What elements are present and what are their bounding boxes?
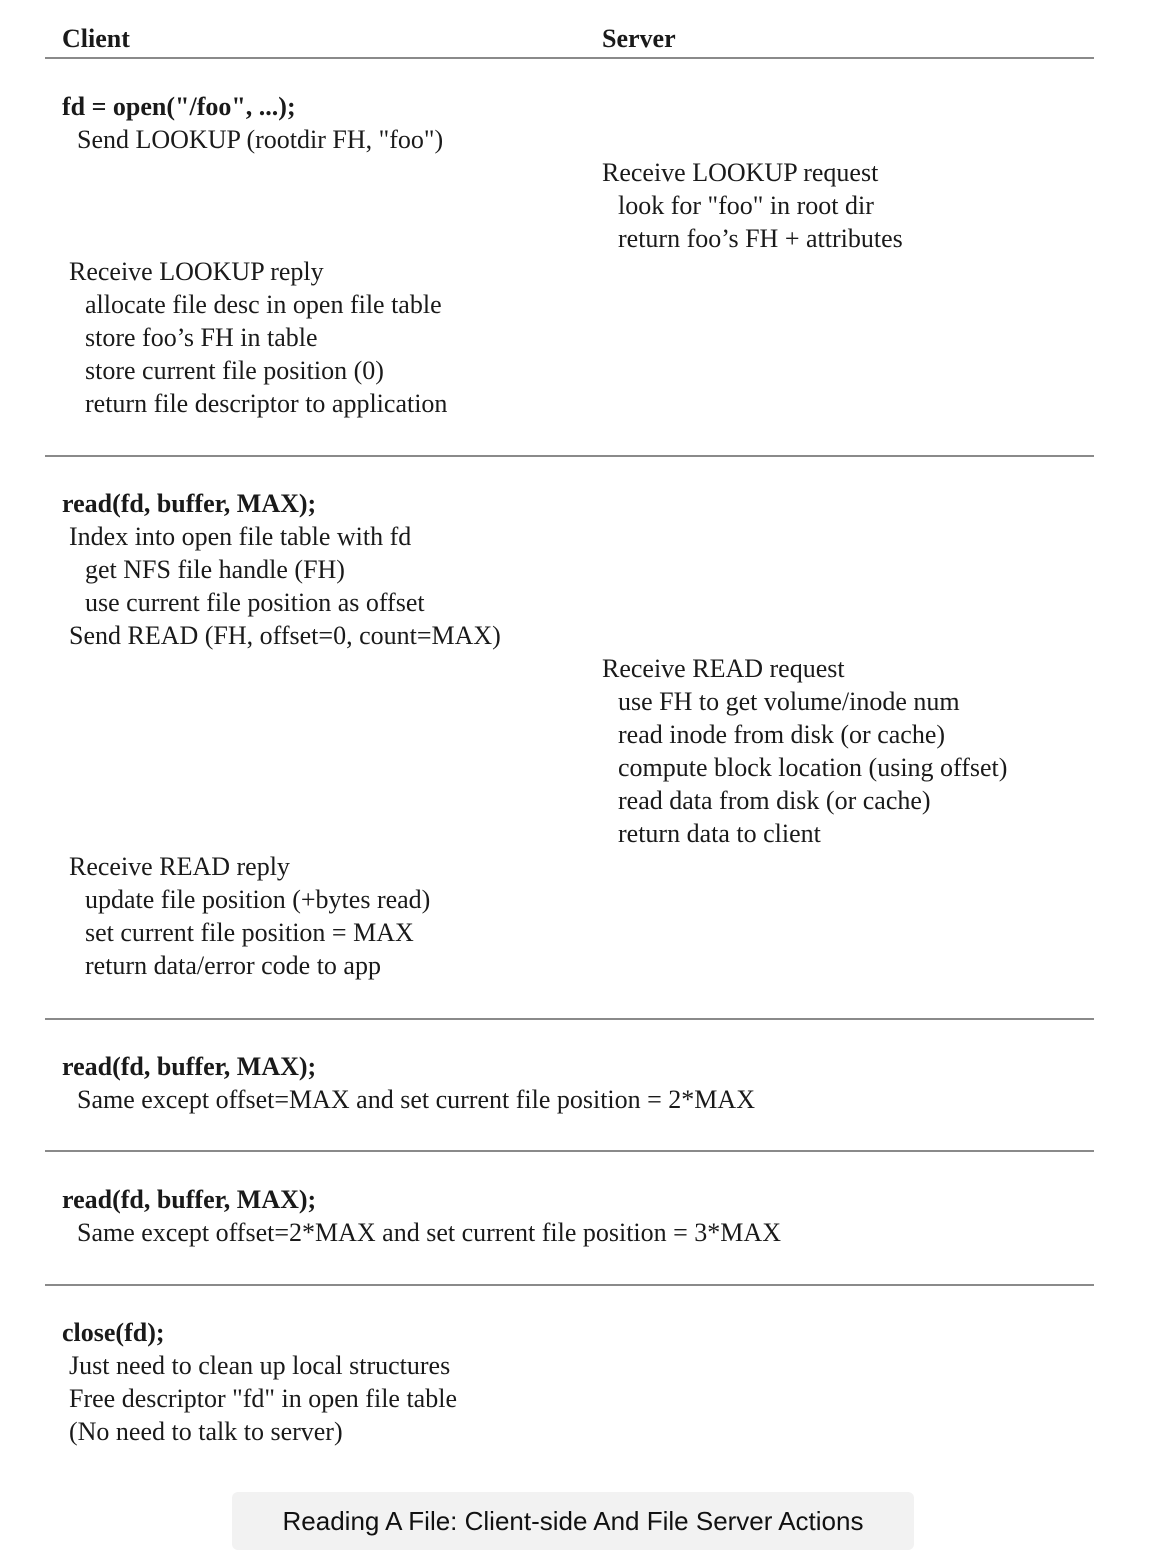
client-receive-lookup: Receive LOOKUP reply xyxy=(69,257,324,286)
figure-caption xyxy=(232,1492,914,1550)
server-receive-lookup: Receive LOOKUP request xyxy=(602,158,879,187)
read-call: read(fd, buffer, MAX); xyxy=(62,1052,317,1081)
client-store-fh: store foo’s FH in table xyxy=(85,323,318,352)
header-divider xyxy=(45,57,1094,59)
client-set-position: set current file position = MAX xyxy=(85,918,414,947)
section-divider xyxy=(45,1284,1094,1286)
client-index-table: Index into open file table with fd xyxy=(69,522,412,551)
close-no-server: (No need to talk to server) xyxy=(69,1417,343,1446)
close-call: close(fd); xyxy=(62,1318,165,1347)
server-receive-read: Receive READ request xyxy=(602,654,845,683)
server-column-header: Server xyxy=(602,24,676,53)
server-return-fh: return foo’s FH + attributes xyxy=(618,224,903,253)
section-divider xyxy=(45,1018,1094,1020)
read-call: read(fd, buffer, MAX); xyxy=(62,489,317,518)
read-call: read(fd, buffer, MAX); xyxy=(62,1185,317,1214)
client-use-position: use current file position as offset xyxy=(85,588,425,617)
close-free-descriptor: Free descriptor "fd" in open file table xyxy=(69,1384,457,1413)
client-return-descriptor: return file descriptor to application xyxy=(85,389,448,418)
client-allocate-desc: allocate file desc in open file table xyxy=(85,290,442,319)
close-cleanup: Just need to clean up local structures xyxy=(69,1351,451,1380)
server-return-data: return data to client xyxy=(618,819,821,848)
section-divider xyxy=(45,455,1094,457)
send-read: Send READ (FH, offset=0, count=MAX) xyxy=(69,621,501,650)
section-divider xyxy=(45,1150,1094,1152)
open-call: fd = open("/foo", ...); xyxy=(62,92,296,121)
server-read-inode: read inode from disk (or cache) xyxy=(618,720,946,749)
server-use-fh: use FH to get volume/inode num xyxy=(618,687,960,716)
server-compute-block: compute block location (using offset) xyxy=(618,753,1008,782)
server-look-for-foo: look for "foo" in root dir xyxy=(618,191,874,220)
client-get-fh: get NFS file handle (FH) xyxy=(85,555,345,584)
send-lookup: Send LOOKUP (rootdir FH, "foo") xyxy=(77,125,444,154)
client-update-position: update file position (+bytes read) xyxy=(85,885,431,914)
server-read-data: read data from disk (or cache) xyxy=(618,786,931,815)
client-store-position: store current file position (0) xyxy=(85,356,384,385)
client-column-header: Client xyxy=(62,24,130,53)
client-receive-read: Receive READ reply xyxy=(69,852,290,881)
client-return-data: return data/error code to app xyxy=(85,951,381,980)
read-same-except: Same except offset=MAX and set current file position = 2*MAX xyxy=(77,1085,755,1114)
figure-caption-text: Reading A File: Client-side And File Server Actions xyxy=(282,1505,864,1536)
read-same-except: Same except offset=2*MAX and set current file position = 3*MAX xyxy=(77,1218,781,1247)
